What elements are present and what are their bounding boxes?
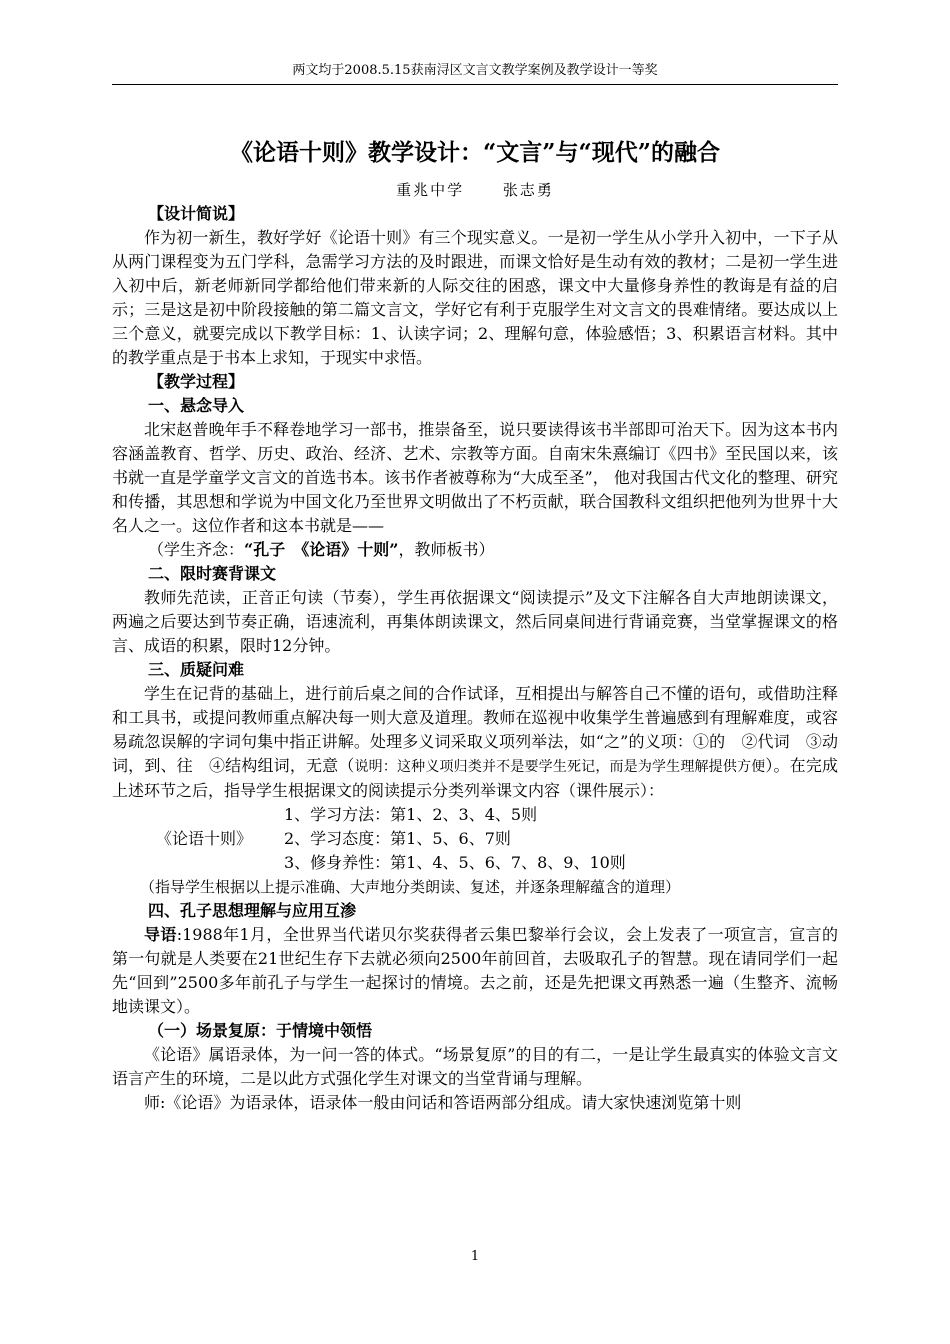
table-row: 3、修身养性：第1、4、5、6、7、8、9、10则 bbox=[284, 853, 626, 872]
table-row: 1、学习方法：第1、2、3、4、5则 bbox=[284, 805, 538, 824]
paragraph-1: 北宋赵普晚年手不释卷地学习一部书，推崇备至，说只要读得该书半部即可治天下。因为这本书内容涵盖教育、哲学、历史、政治、经济、艺术、宗教等方面。自南宋朱熹编订《四书》至民国以来，该书就一直是学童学文言文的首选书本。该书作者被尊称为“大成至圣”， 他对我国古代文化的整理、研究和传播，其思想和学说为中国文化乃至世界文明做出了不朽贡献，联合国教科文组织把他列为世界十大名人之一。这位作者和这本书就是—— bbox=[112, 420, 838, 535]
paragraph-5: 《论语》属语录体，为一问一答的体式。“场景复原”的目的有二，一是让学生最真实的体验文言文语言产生的环境，二是以此方式强化学生对课文的当堂背诵与理解。 bbox=[112, 1045, 838, 1088]
section-4-1-heading: （一）场景复原：于情境中领悟 bbox=[148, 1021, 373, 1040]
author-name: 张志勇 bbox=[502, 181, 554, 199]
author-line bbox=[112, 178, 838, 202]
lead-label: 导语 bbox=[144, 925, 177, 944]
paragraph-3-part-a: 学生在记背的基础上，进行前后桌之间的合作试译，互相提出与解答自己不懂的语句，或借助注释和工具书，或提问教师重点解决每一则大意及道理。教师在巡视中收集学生普遍感到有理解难度，或容易疏忽误解的字词句集中指正讲解。处理多义词采取义项列举法，如“之”的义项：①的 ②代词 ③动词，到、往 ④结构组词，无意（ bbox=[112, 684, 838, 775]
paragraph-6: 师:《论语》为语录体，语录体一般由问话和答语两部分组成。请大家快速浏览第十则 bbox=[144, 1093, 742, 1112]
page-header: 两文均于2008.5.15获南浔区文言文教学案例及教学设计一等奖 bbox=[292, 63, 658, 78]
paragraph-3-note: 说明：这种义项归类并不是要学生死记，而是为学生理解提供方便 bbox=[354, 759, 766, 775]
student-chant-note bbox=[112, 538, 838, 562]
note-prefix: （学生齐念： bbox=[148, 540, 245, 559]
paragraph-3-part-b: ）。在完成上述环节之后，指导学生根据课文的阅读提示分类列举课文内容（课件展示）： bbox=[112, 756, 838, 800]
note-suffix: ，教师板书） bbox=[398, 540, 495, 559]
paragraph-2: 教师先范读，正音正句读（节奏），学生再依据课文“阅读提示”及文下注解各自大声地朗读课文，两遍之后要达到节奏正确，语速流利，再集体朗读课文，然后同桌间进行背诵竞赛，当堂掌握课文的格言、成语的积累，限时12分钟。 bbox=[112, 588, 838, 655]
section-3-heading: 三、质疑问难 bbox=[148, 660, 245, 679]
note-bold: “孔子 《论语》十则” bbox=[244, 540, 399, 559]
paragraph-4-text: :1988年1月，全世界当代诺贝尔奖获得者云集巴黎举行会议，会上发表了一项宣言，宣言的第一句就是人类要在21世纪生存下去就必须向2500年前回首，去吸取孔子的智慧。现在请同学们一起先“回到”2500多年前孔子与学生一起探讨的情境。去之前，还是先把课文再熟悉一遍（生整齐、流畅地读课文）。 bbox=[112, 925, 838, 1016]
section-4-heading: 四、孔子思想理解与应用互渗 bbox=[148, 901, 357, 920]
author-school: 重兆中学 bbox=[396, 181, 465, 199]
section-process: 【教学过程】 bbox=[148, 372, 245, 391]
section-design-intro: 【设计简说】 bbox=[148, 204, 245, 223]
paragraph-4 bbox=[112, 923, 838, 1019]
guide-note: （指导学生根据以上提示准确、大声地分类朗读、复述，并逐条理解蕴含的道理） bbox=[140, 878, 681, 896]
intro-paragraph: 作为初一新生，教好学好《论语十则》有三个现实意义。一是初一学生从小学升入初中，一下子从从两门课程变为五门学科，急需学习方法的及时跟进，而课文恰好是生动有效的教材；二是初一学生进入初中后，新老师新同学都给他们带来新的人际交往的困惑，课文中大量修身养性的教诲是有益的启示；三是这是初中阶段接触的第二篇文言文，学好它有利于克服学生对文言文的畏难情绪。要达成以上三个意义，就要完成以下教学目标：1、认读字词；2、理解句意，体验感悟；3、积累语言材料。其中的教学重点是于书本上求知，于现实中求悟。 bbox=[112, 228, 838, 367]
document-title: 《论语十则》教学设计：“文言”与“现代”的融合 bbox=[230, 139, 720, 166]
paragraph-3 bbox=[112, 682, 838, 803]
table-label: 《论语十则》 bbox=[156, 829, 253, 848]
content-category-table bbox=[112, 803, 838, 875]
table-row: 2、学习态度：第1、5、6、7则 bbox=[284, 829, 511, 848]
document-body bbox=[112, 120, 838, 1115]
section-2-heading: 二、限时赛背课文 bbox=[148, 564, 277, 583]
page-number: 1 bbox=[470, 1249, 480, 1264]
header-rule bbox=[112, 84, 838, 85]
section-1-heading: 一、悬念导入 bbox=[148, 396, 245, 415]
